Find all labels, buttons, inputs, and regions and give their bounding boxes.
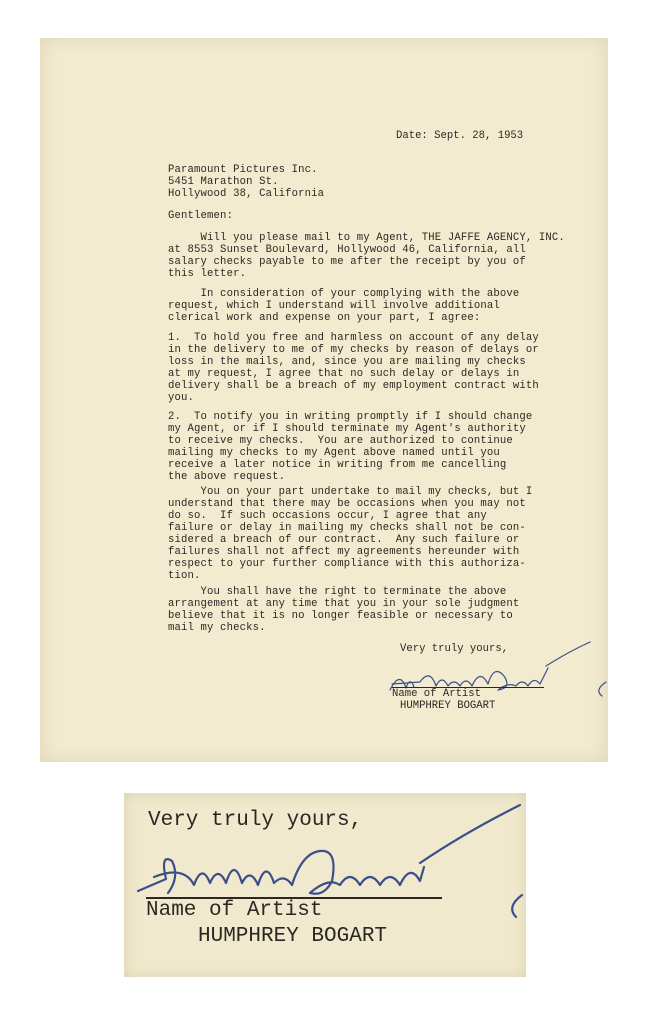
address-line: Paramount Pictures Inc. [168, 164, 318, 176]
letter-date: Date: Sept. 28, 1953 [396, 130, 524, 142]
paragraph-line: request, which I understand will involve additional [168, 300, 500, 312]
paragraph-line: You shall have the right to terminate the above [168, 586, 507, 598]
paragraph-line: salary checks payable to me after the receipt by you of [168, 256, 526, 268]
paragraph-line: receive a later notice in writing from me cancelling [168, 459, 507, 471]
paragraph-line: at my request, I agree that no such delay or delays in [168, 368, 520, 380]
paragraph-line: mailing my checks to my Agent above named until you [168, 447, 500, 459]
paragraph-line: you. [168, 392, 195, 404]
paragraph-line: failures shall not affect my agreements hereunder with [168, 546, 520, 558]
paragraph-line: delivery shall be a breach of my employment contract with [168, 380, 539, 392]
signature-detail [124, 793, 526, 977]
paragraph-line: 1. To hold you free and harmless on account of any delay [168, 332, 539, 344]
paragraph-line: understand that there may be occasions when you may not [168, 498, 526, 510]
paragraph-line: in the delivery to me of my checks by reason of delays or [168, 344, 539, 356]
letter-closing: Very truly yours, [400, 643, 509, 655]
salutation-text: Gentlemen: [168, 210, 234, 222]
paragraph-line: tion. [168, 570, 201, 582]
address-line: Hollywood 38, California [168, 188, 325, 200]
paragraph-line: failure or delay in mailing my checks shall not be con- [168, 522, 526, 534]
paragraph-line: at 8553 Sunset Boulevard, Hollywood 46, California, all [168, 244, 526, 256]
paragraph-line: believe that it is no longer feasible or necessary to [168, 610, 513, 622]
signature-detail-image [124, 793, 526, 977]
paragraph-line: this letter. [168, 268, 247, 280]
paragraph-line: do so. If such occasions occur, I agree that any [168, 510, 487, 522]
paragraph-line: clerical work and expense on your part, I agree: [168, 312, 481, 324]
paragraph-line: loss in the mails, and, since you are mailing my checks [168, 356, 526, 368]
paragraph-line: mail my checks. [168, 622, 266, 634]
paragraph-line: Will you please mail to my Agent, THE JAFFE AGENCY, INC. [168, 232, 565, 244]
paragraph-line: 2. To notify you in writing promptly if I should change [168, 411, 533, 423]
paragraph-line: sidered a breach of our contract. Any such failure or [168, 534, 520, 546]
detail-signature-label: Name of Artist [146, 899, 323, 922]
paragraph-line: to receive my checks. You are authorized to continue [168, 435, 513, 447]
letter-page [40, 38, 608, 762]
paragraph-line: respect to your further compliance with this authoriza- [168, 558, 526, 570]
paragraph-line: You on your part undertake to mail my checks, but I [168, 486, 533, 498]
detail-signature-name: HUMPHREY BOGART [198, 925, 388, 948]
paragraph-line: arrangement at any time that you in your sole judgment [168, 598, 520, 610]
signature-name: HUMPHREY BOGART [400, 700, 496, 712]
signature-label: Name of Artist [392, 688, 482, 700]
paragraph-line: my Agent, or if I should terminate my Agent's authority [168, 423, 526, 435]
address-line: 5451 Marathon St. [168, 176, 279, 188]
detail-closing: Very truly yours, [148, 809, 363, 832]
paragraph-line: the above request. [168, 471, 286, 483]
paragraph-line: In consideration of your complying with the above [168, 288, 520, 300]
